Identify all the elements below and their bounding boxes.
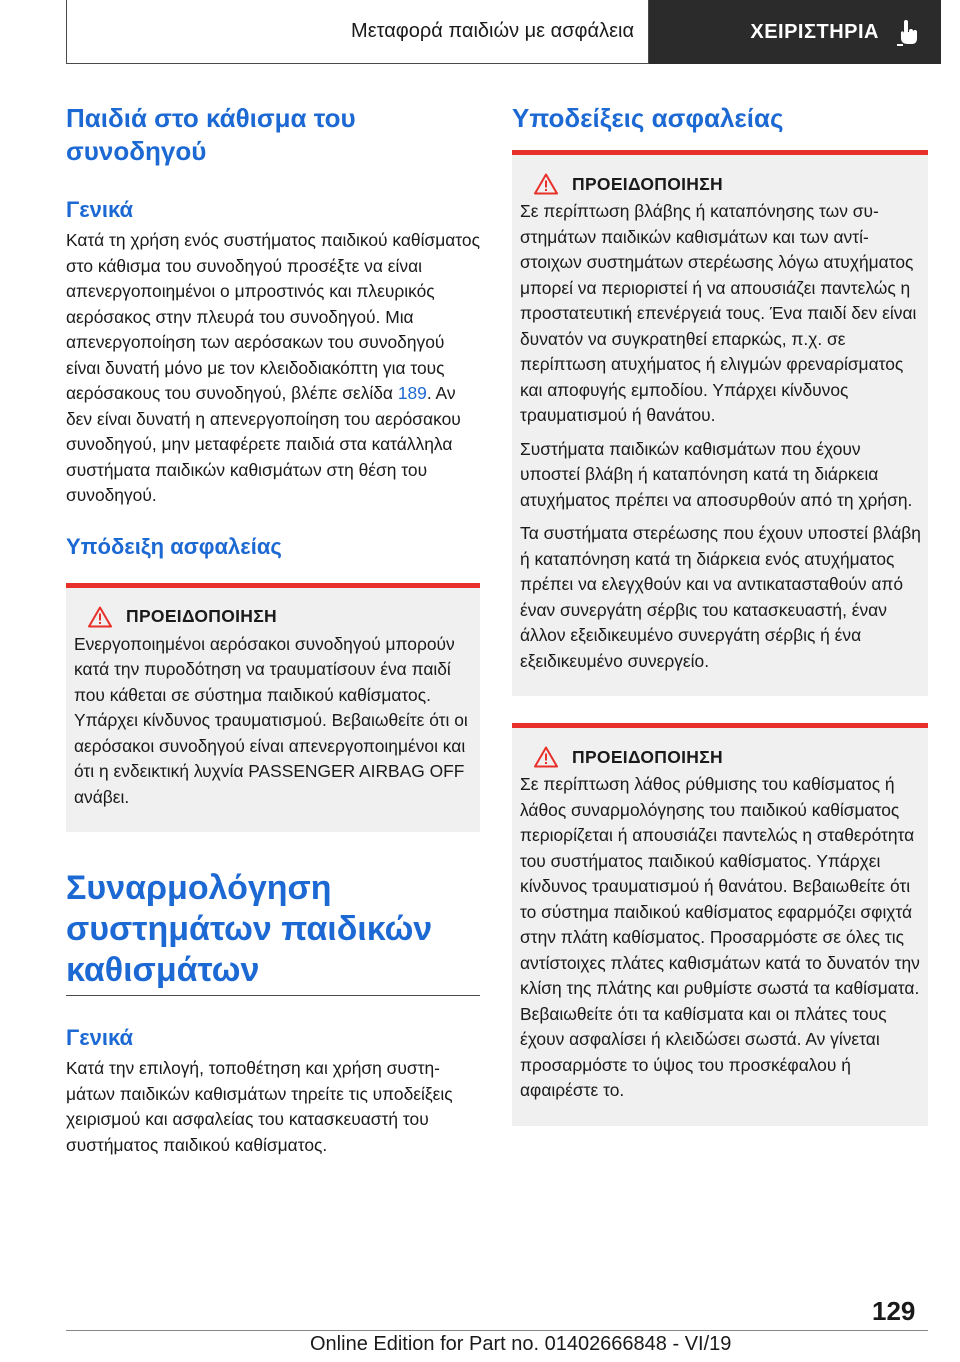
right-column	[512, 98, 928, 1126]
warning-label: ΠΡΟΕΙΔΟΠΟΙΗΣΗ	[572, 173, 723, 194]
warning-label: ΠΡΟΕΙΔΟΠΟΙΗΣΗ	[126, 606, 277, 626]
page-number: 129	[872, 1296, 916, 1326]
warning-text: Ενεργοποιημένοι αερόσακοι συνοδηγού μπορούν κατά την πυροδότηση να τραυματίσουν ένα παιδί που κάθεται σε σύστημα παιδικού καθίσματος. Υπάρχει κίνδυνος τραυματισμού. Βεβαιωθείτε ότι οι αερόσακοι συνοδηγού είναι απενεργοποιημένοι και ότι η ενδεικτική λυχνία PASSENGER AIRBAG OFF ανάβει.	[74, 633, 468, 807]
chapter-title: ΧΕΙΡΙΣΤΗΡΙΑ	[750, 20, 879, 43]
section-title: Μεταφορά παιδιών με ασφάλεια	[351, 20, 634, 42]
warning-box-damage	[512, 150, 928, 696]
warning-text: Σε περίπτωση λάθος ρύθμισης του καθίσματος ή λάθος συναρμολόγησης του παιδικού καθίσματος περιορίζεται ή απουσιάζει παντελώς η σταθερότητα του συστήματος παιδικού καθίσματος. Υπάρχει κίνδυνος τραυματισμού ή θανάτου. Βεβαιωθείτε ότι το σύστημα παιδικού καθίσματος εφαρμόζει σφιχτά στην πλάτη καθίσματος. Προσαρμόστε σε όλες τις αντίστοιχες πλάτες καθισμάτων κατά το δυνατόν την κλίση της πλάτης και ρυθμίστε σωστά τα καθίσματα. Βεβαιωθείτε ότι τα καθίσματα και οι πλάτες τους έχουν ασφαλίσει ή κλειδώσει σωστά. Αν γίνεται προσαρμόστε το ύψος του προσκέφαλου ή αφαιρέστε το.	[520, 774, 920, 1100]
warning-label: ΠΡΟΕΙΔΟΠΟΙΗΣΗ	[572, 746, 723, 767]
subheading-general: Γενικά	[66, 197, 134, 222]
heading-assembly-child-seats: Συναρμολόγηση συστημάτων παιδικών καθισμάτων	[66, 868, 480, 996]
footer-divider	[66, 1330, 928, 1331]
subheading-general-2: Γενικά	[66, 1025, 134, 1050]
warning-text-3: Τα συστήματα στερέωσης που έχουν υποστεί βλάβη ή καταπόνηση κατά τη διάρκεια ενός ατυχήματος πρέπει να ελεγχθούν και να αντικατασταθούν από έναν συνεργάτη σέρβις του κατασκευαστή, έναν άλλον εξειδικευμένο συνεργάτη σέρβις ή ένα εξειδικευμένο συνεργείο.	[520, 523, 921, 671]
warning-triangle-icon	[534, 746, 558, 768]
page-link-189[interactable]: 189	[397, 383, 427, 403]
paragraph-general: Κατά τη χρήση ενός συστήματος παιδικού καθίσματος στο κάθισμα του συνοδηγού προσέξτε να είναι απενεργοποιημένοι ο μπροστινός και πλευρικός αερόσακος στην πλευρά του συνοδηγού. Μια απενεργοποίηση των αερόσακων του συνοδηγού είναι δυνατή μόνο με τον κλειδοδιακόπτη για τους αερόσακους του συνοδηγού, βλέπε σελίδα 189. Αν δεν είναι δυνατή η απενεργοποίηση του αερόσακου συνοδηγού, μην μεταφέρετε παιδιά στα κατάλληλα συστήματα παιδικών καθισμάτων στη θέση του συνοδηγού.	[66, 230, 480, 505]
warning-text-1: Σε περίπτωση βλάβης ή καταπόνησης των συστημάτων παιδικών καθισμάτων και των αντίστοιχων συστημάτων στερέωσης λόγω ατυχήματος μπορεί να περιοριστεί ή να απουσιάζει παντελώς η προστατευτική επενέργειά τους. Ένα παιδί δεν είναι δυνατόν να συγκρατηθεί επαρκώς, π.χ. σε περίπτωση ατυχήματος ή ελιγμών φρεναρίσματος και αποφυγής εμποδίου. Υπάρχει κίνδυνος τραυματισμού ή θανάτου.	[520, 201, 917, 425]
hand-pointer-icon	[895, 18, 921, 46]
header-chapter	[649, 0, 941, 64]
warning-triangle-icon	[88, 606, 112, 628]
warning-text-2: Συστήματα παιδικών καθισμάτων που έχουν υποστεί βλάβη ή καταπόνηση κατά τη διάρκεια ατυχήματος πρέπει να αποσυρθούν από τη χρήση.	[520, 438, 913, 510]
warning-triangle-icon	[534, 173, 558, 195]
heading-children-passenger-seat: Παιδιά στο κάθισμα του συνοδηγού	[66, 103, 356, 166]
subheading-safety-note: Υπόδειξη ασφαλείας	[66, 533, 282, 559]
footer-edition: Online Edition for Part no. 01402666848 - VI/19	[310, 1333, 732, 1355]
warning-box-installation	[512, 723, 928, 1126]
heading-safety-notes: Υποδείξεις ασφαλείας	[512, 103, 784, 133]
header-section-title	[66, 0, 649, 64]
paragraph-general-assembly: Κατά την επιλογή, τοποθέτηση και χρήση συστημάτων παιδικών καθισμάτων τηρείτε τις υποδείξεις χειρισμού και ασφαλείας του κατασκευαστή του συστήματος παιδικού καθίσματος.	[66, 1058, 453, 1155]
warning-box-airbag	[66, 583, 480, 833]
left-column	[66, 98, 480, 1158]
